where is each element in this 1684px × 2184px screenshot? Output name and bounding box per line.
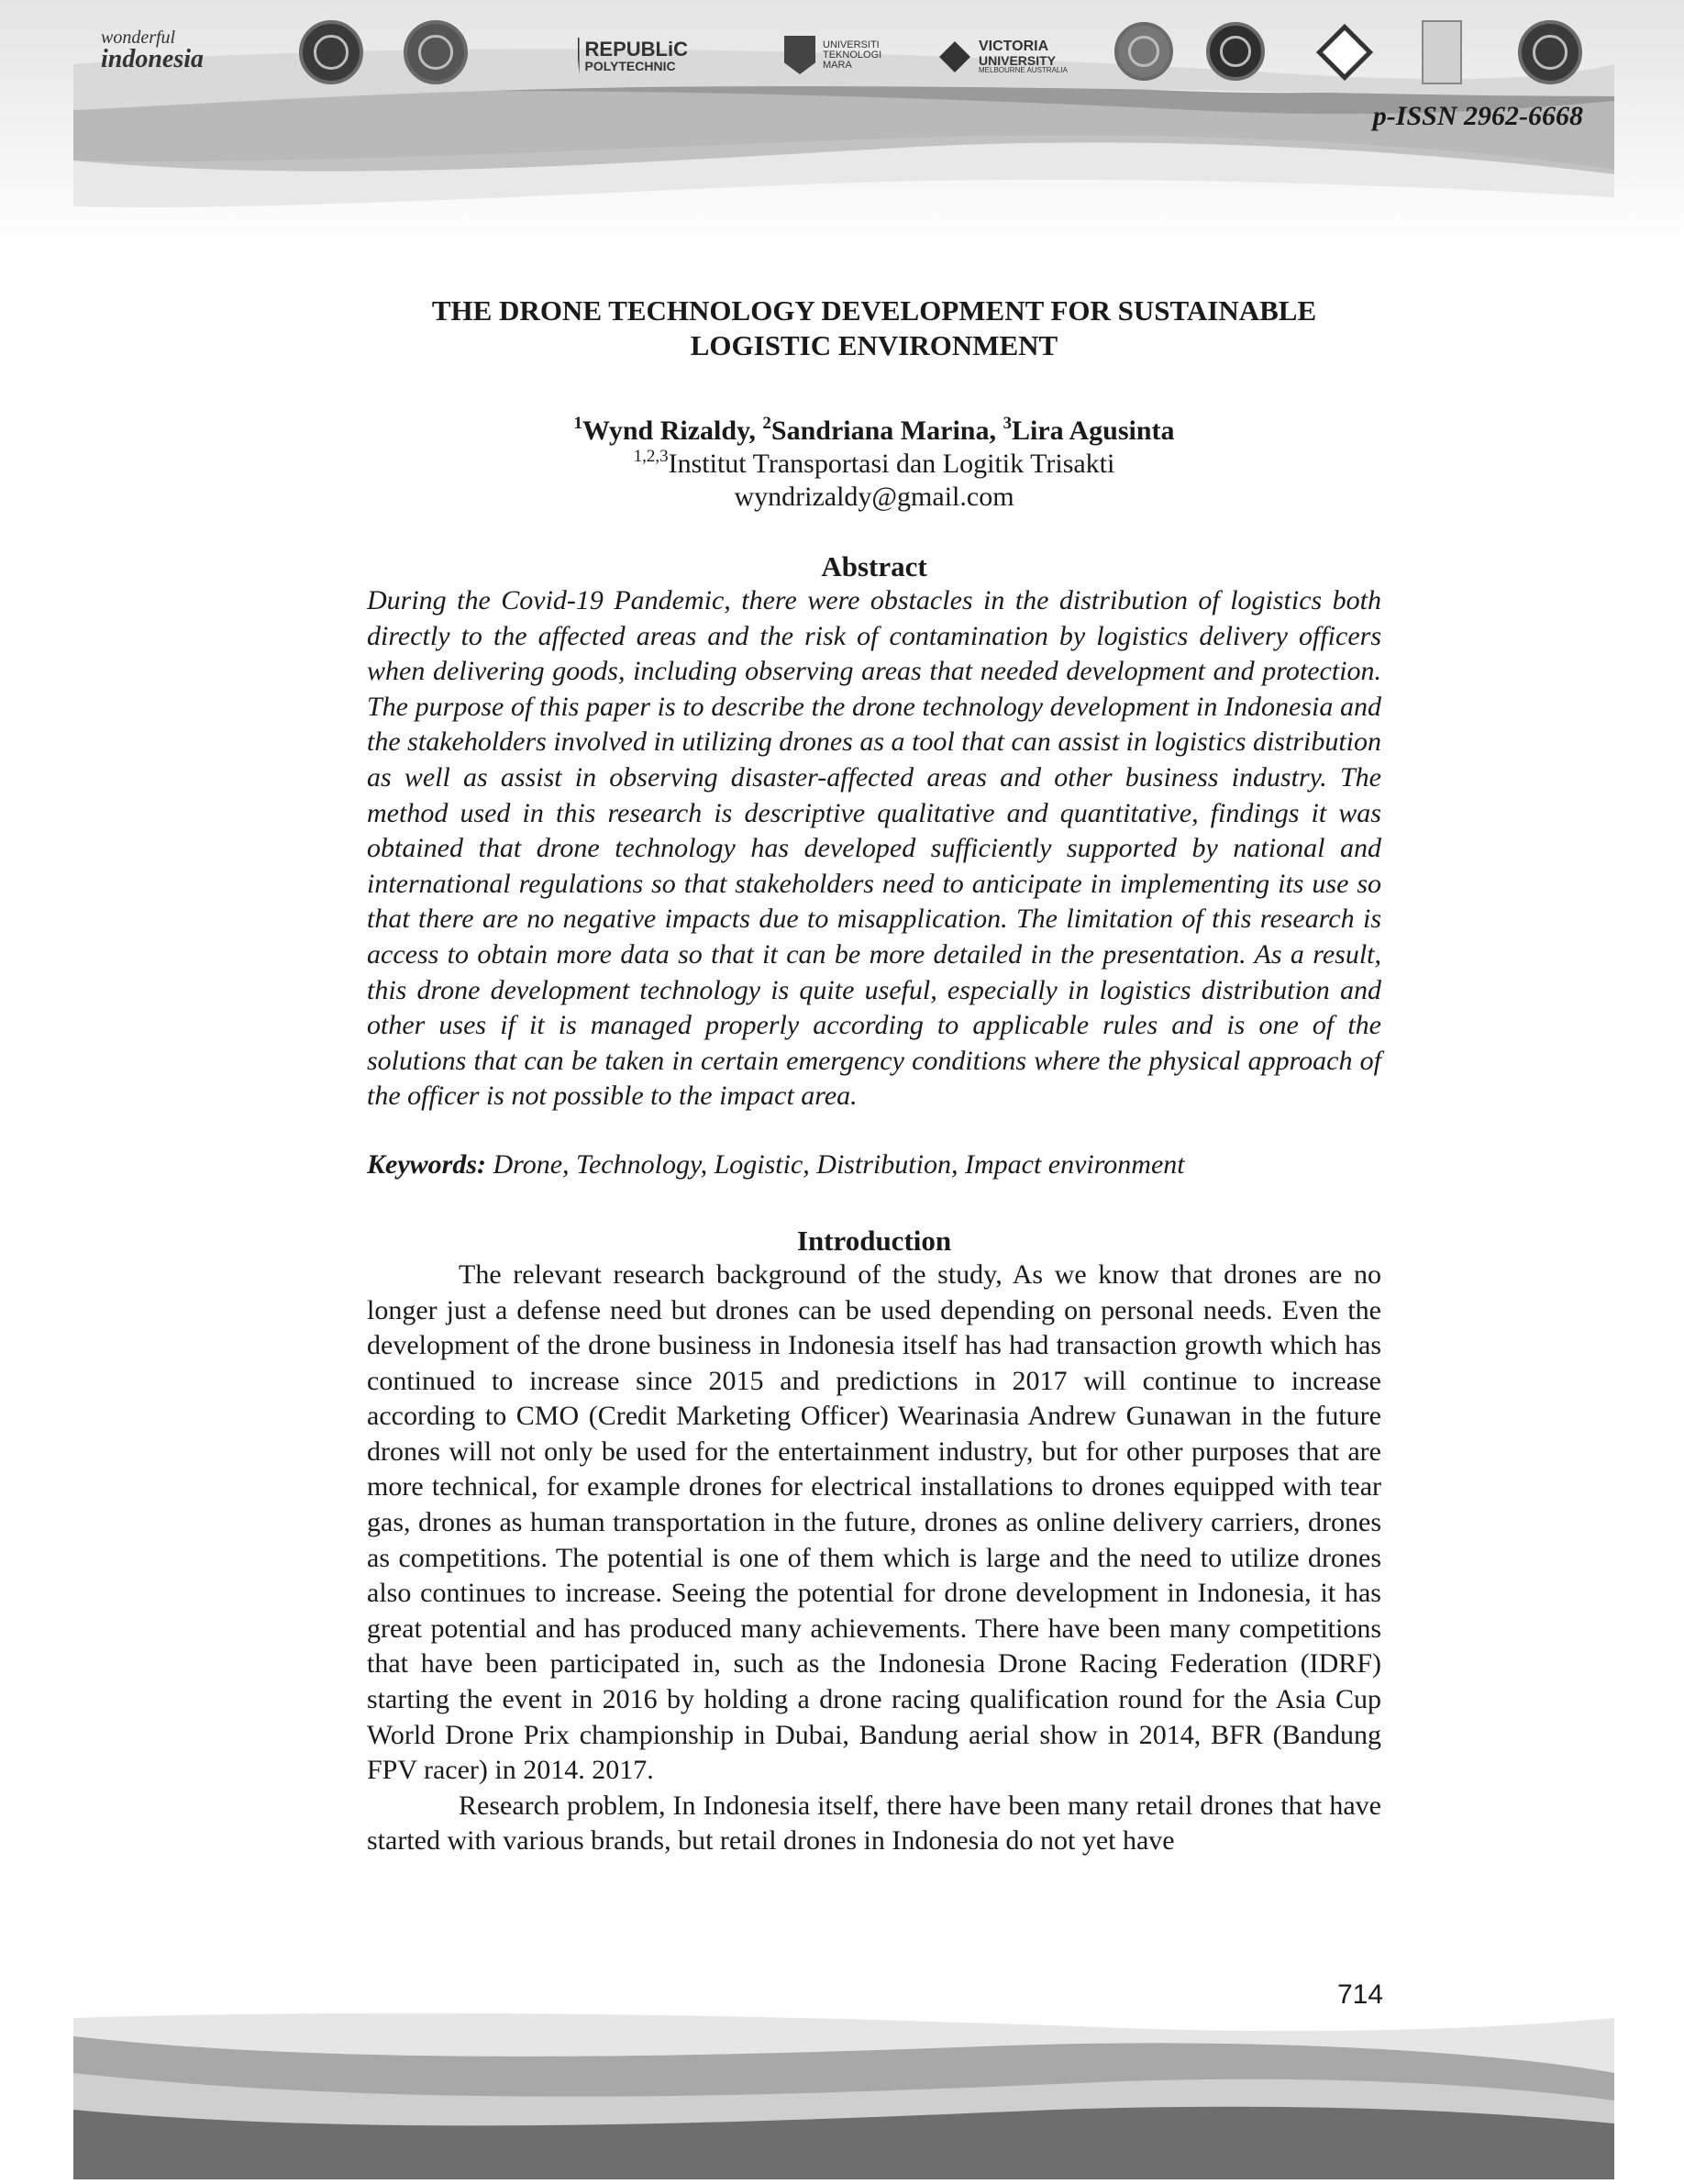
partner-logos-row (101, 18, 1623, 101)
wonderful-indonesia-logo: wonderful indonesia (101, 28, 205, 73)
footer-wave-banner (0, 2009, 1684, 2179)
victoria-university-logo: VICTORIA UNIVERSITY MELBOURNE AUSTRALIA (940, 31, 1078, 83)
author-affiliation: $^{1,2,3}$Institut Transportasi dan Logitik Trisakti (633, 447, 1115, 479)
author-name: Lira Agusinta (1011, 416, 1175, 446)
university-seal-4-icon (1206, 22, 1265, 81)
university-seal-1-icon (299, 20, 363, 84)
paper-title: THE DRONE TECHNOLOGY DEVELOPMENT FOR SUSTAINABLE LOGISTIC ENVIRONMENT (431, 294, 1317, 361)
paper-content (367, 294, 1381, 1859)
university-seal-2-icon (404, 20, 468, 84)
university-crest-icon (1422, 20, 1462, 84)
institute-emblem-icon (1316, 24, 1373, 81)
republic-polytechnic-logo: REPUBLiC POLYTECHNIC (578, 33, 688, 79)
introduction-paragraph-1: The relevant research background of the study, As we know that drones are no longer just a defense need but drones can be used depending on personal needs. Even the development of the drone business in Indonesia itself has had transaction growth which has continued to increase since 2015 and predictions in 2017 will continue to increase according to CMO (Credit Marketing Officer) Wearinasia Andrew Gunawan in the future drones will not only be used for the entertainment industry, but for other purposes that are more technical, for example drones for electrical installations to drones equipped with tear gas, drones as human transportation in the future, drones as online delivery carriers, drones as competitions. The potential is one of them which is large and the need to utilize drones also continues to increase. Seeing the potential for drone development in Indonesia, it has great potential and has produced many achievements. There have been many competitions that have been participated in, such as the Indonesia Drone Racing Federation (IDRF) starting the event in 2016 by holding a drone racing qualification round for the Asia Cup World Drone Prix championship in Dubai, Bandung aerial show in 2014, BFR (Bandung FPV racer) in 2014. 2017. (367, 1258, 1381, 1786)
author-email: wyndrizaldy@gmail.com (734, 482, 1014, 512)
university-seal-5-icon (1518, 20, 1582, 84)
page-footer (0, 2009, 1684, 2179)
university-seal-3-icon (1114, 22, 1173, 81)
uitm-logo: UNIVERSITI TEKNOLOGI MARA (784, 28, 903, 83)
page-header (0, 0, 1684, 257)
page-number: 714 (1337, 1979, 1384, 2010)
keywords-list: Drone, Technology, Logistic, Distribution, Impact environment (486, 1148, 1185, 1180)
author-name: Wynd Rizaldy, (582, 416, 763, 446)
abstract-heading: Abstract (821, 550, 927, 582)
introduction-heading: Introduction (796, 1224, 952, 1257)
republic-polytechnic-icon (578, 38, 580, 74)
keywords-label: Keywords: (367, 1148, 486, 1180)
victoria-diamond-icon (939, 41, 970, 72)
uitm-crest-icon (784, 36, 815, 74)
issn-label: p-ISSN 2962-6668 (1372, 101, 1583, 131)
author-name: Sandriana Marina, (770, 416, 1003, 446)
keywords-line (367, 1147, 1381, 1182)
introduction-paragraph-2: Research problem, In Indonesia itself, there have been many retail drones that have started with various brands, but retail drones in Indonesia do not yet have (367, 1790, 1381, 1857)
abstract-text: During the Covid-19 Pandemic, there were obstacles in the distribution of logistics both directly to the affected areas and the risk of contamination by logistics delivery officers when delivering goods, including observing areas that needed development and protection. The purpose of this paper is to describe the drone technology development in Indonesia and the stakeholders involved in utilizing drones as a tool that can assist in logistics distribution as well as assist in observing disaster-affected areas and other business industry. The method used in this research is descriptive qualitative and quantitative, findings it was obtained that drone technology has developed sufficiently supported by national and international regulations so that stakeholders need to anticipate in implementing its use so that there are no negative impacts due to misapplication. The limitation of this research is access to obtain more data so that it can be more detailed in the presentation. As a result, this drone development technology is quite useful, especially in logistics distribution and other uses if it is managed properly according to applicable rules and is one of the solutions that can be taken in certain emergency conditions where the physical approach of the officer is not possible to the impact area. (367, 585, 1381, 1112)
author-list: $^1$Wynd Rizaldy, $^2$Sandriana Marina, $^3$Lira Agusinta (573, 414, 1175, 446)
